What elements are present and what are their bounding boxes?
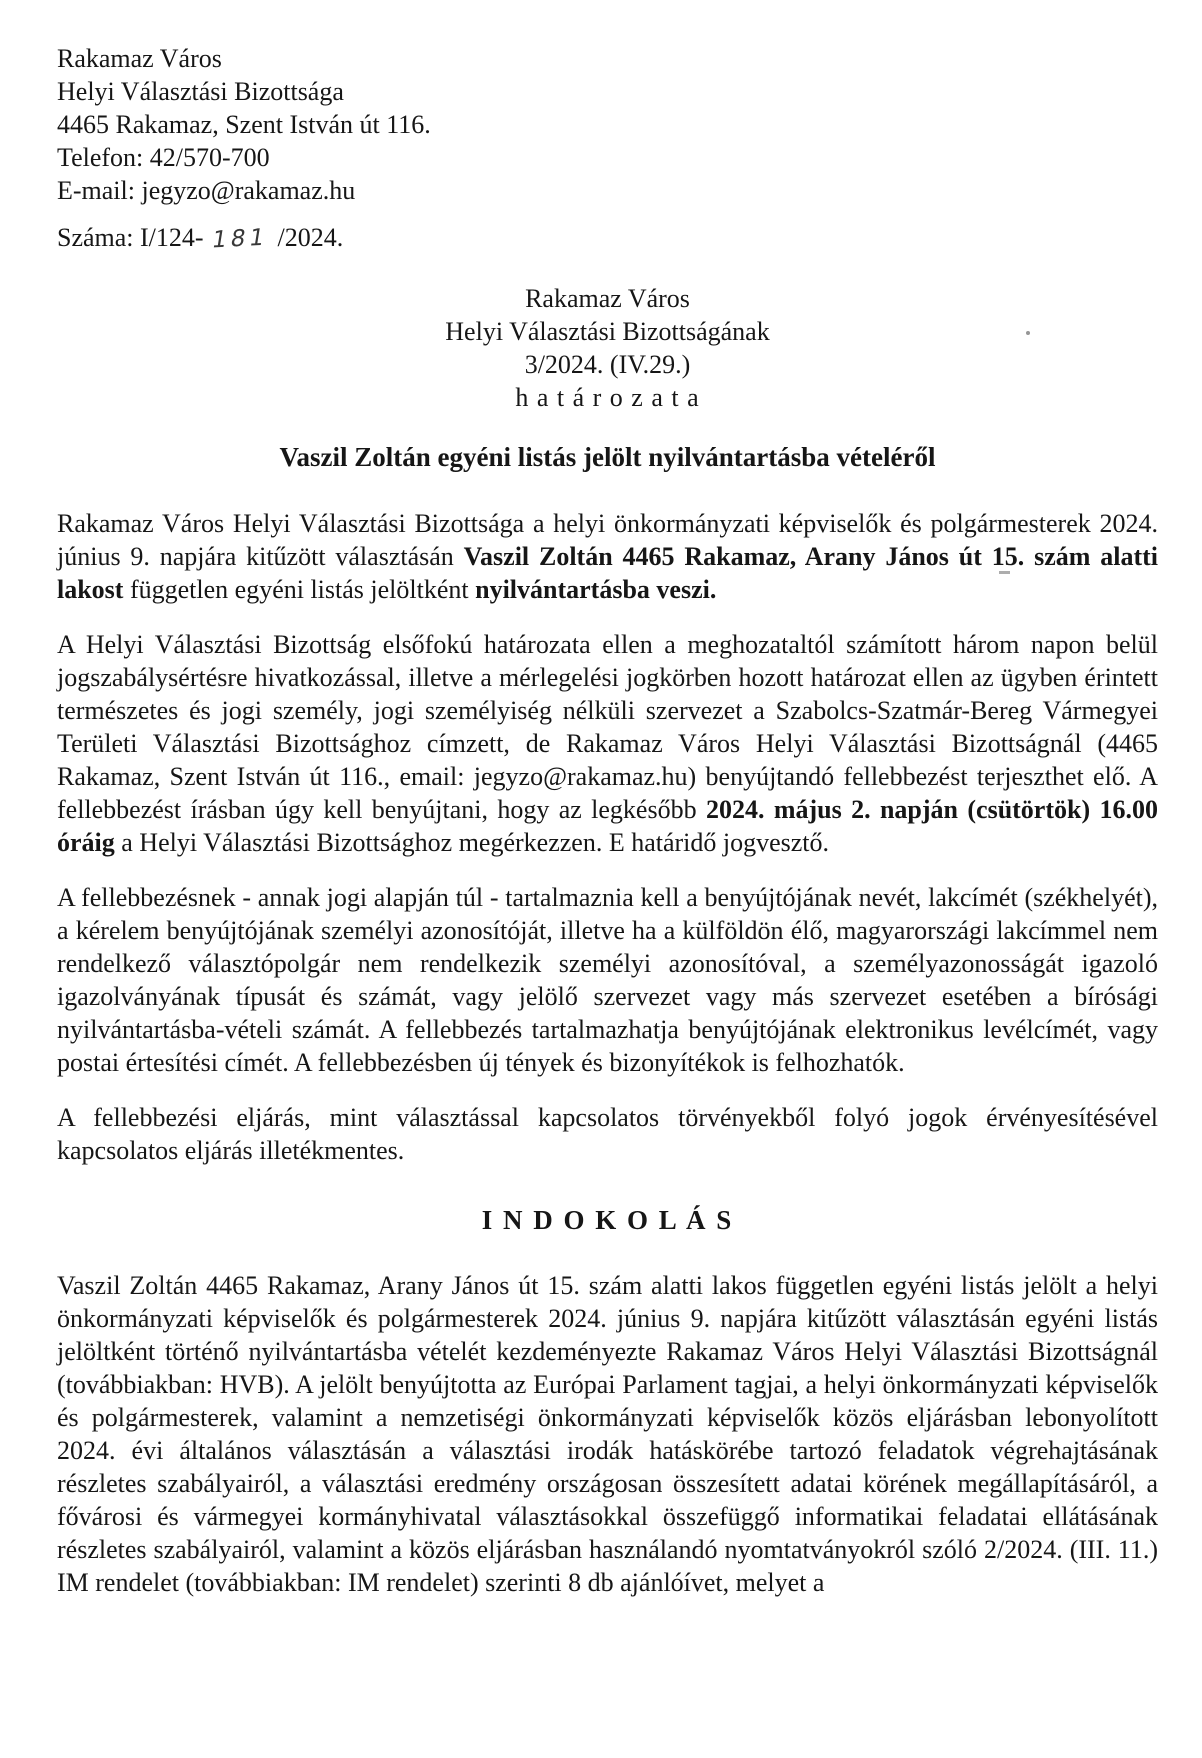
appeal-info-paragraph [57, 628, 1158, 859]
decision-title-block [57, 282, 1158, 414]
decision-text: Rakamaz Város Helyi Választási Bizottsága a helyi önkormányzati képviselők és polgármesterek 2024. június 9. napjára kitűzött választásán [57, 508, 1158, 571]
appeal-content-paragraph: A fellebbezésnek - annak jogi alapján túl - tartalmaznia kell a benyújtójának nevét, lakcímét (székhelyét), a kérelem benyújtójának személyi azonosítóját, illetve ha a külföldön élő, magyarországi lakcímmel nem rendelkező választópolgár nem rendelkezik személyi azonosítóval, a személyazonosságát igazoló igazolványának típusát és számát, vagy jelölő szervezet vagy más szervezet esetében a bírósági nyilvántartásba-vételi számát. A fellebbezés tartalmazhatja benyújtójának elektronikus levélcímét, vagy postai értesítési címét. A fellebbezésben új tények és bizonyítékok is felhozhatók. [57, 882, 1158, 1077]
decision-verb-bold: nyilvántartásba veszi. [475, 574, 717, 604]
case-number-suffix: /2024. [277, 223, 344, 253]
sender-email: E-mail: jegyzo@rakamaz.hu [57, 176, 356, 206]
case-number-line [57, 221, 1158, 254]
appeal-info-text: A Helyi Választási Bizottság elsőfokú határozata ellen a meghozataltól számított három napon belül jogszabálysértésre hivatkozással, illetve a mérlegelési jogkörben hozott határozat ellen az ügyben érintett természetes és jogi személy, jogi személyiség nélküli szervezet a Szabolcs-Szatmár-Bereg Vármegyei Területi Választási Bizottsághoz címzett, de Rakamaz Város Helyi Választási Bizottságnál (4465 Rakamaz, Szent István út 116., email: jegyzo@rakamaz.hu) benyújtandó fellebbezést terjeszthet elő. A fellebbezést írásban úgy kell benyújtani, hogy az legkésőbb [57, 629, 1158, 824]
indokolas-heading: I N D O K O L Á S [481, 1204, 734, 1235]
appeal-info-text-end: a Helyi Választási Bizottsághoz megérkezzen. E határidő jogvesztő. [114, 827, 830, 857]
decision-text-middle: független egyéni listás jelöltként [123, 574, 476, 604]
case-number-prefix: Száma: I/124- [57, 223, 204, 253]
indokolas-paragraph: Vaszil Zoltán 4465 Rakamaz, Arany János út 15. szám alatti lakos független egyéni listás jelölt a helyi önkormányzati képviselők és polgármesterek 2024. június 9. napjára kitűzött választásán egyéni listás jelöltként történő nyilvántartásba vételét kezdeményezte Rakamaz Város Helyi Választási Bizottságnál (továbbiakban: HVB). A jelölt benyújtotta az Európai Parlament tagjai, a helyi önkormányzati képviselők és polgármesterek, valamint a nemzetiségi önkormányzati képviselők közös eljárásban lebonyolított 2024. évi általános választásán a választási irodák hatáskörébe tartozó feladatok végrehajtásának részletes szabályairól, a választási eredmény országosan összesített adatai körének megállapításáról, a fővárosi és vármegyei kormányhivatal választásokkal összefüggő informatikai feladatai ellátásának részletes szabályairól, valamint a közös eljárásban használandó nyomtatványokról szóló 2/2024. (III. 11.) IM rendelet (továbbiakban: IM rendelet) szerinti 8 db ajánlóívet, melyet a [57, 1271, 1158, 1598]
case-number-handwritten: 181 [209, 224, 270, 254]
decision-paragraph [57, 507, 1158, 606]
decision-number: 3/2024. (IV.29.) [524, 350, 691, 380]
decision-word: h a t á r o z a t a [515, 383, 700, 413]
subject-line: Vaszil Zoltán egyéni listás jelölt nyilvántartásba vételéről [279, 442, 936, 473]
candidate-name-address-bold: Vaszil Zoltán 4465 Rakamaz, Arany János út 15. szám alatti lakost [57, 541, 1159, 604]
sender-letterhead [57, 42, 1158, 207]
sender-org-name: Rakamaz Város [57, 44, 222, 73]
sender-org-unit: Helyi Választási Bizottsága [57, 77, 344, 107]
title-org-unit: Helyi Választási Bizottságának [445, 317, 770, 347]
title-org-name: Rakamaz Város [525, 284, 690, 314]
sender-phone: Telefon: 42/570-700 [57, 143, 270, 173]
appeal-deadline-bold: 2024. május 2. napján (csütörtök) 16.00 óráig [57, 794, 1158, 857]
fee-info-paragraph: A fellebbezési eljárás, mint választással kapcsolatos törvényekből folyó jogok érvényesítésével kapcsolatos eljárás illetékmentes. [57, 1102, 1158, 1165]
sender-address: 4465 Rakamaz, Szent István út 116. [57, 110, 431, 140]
